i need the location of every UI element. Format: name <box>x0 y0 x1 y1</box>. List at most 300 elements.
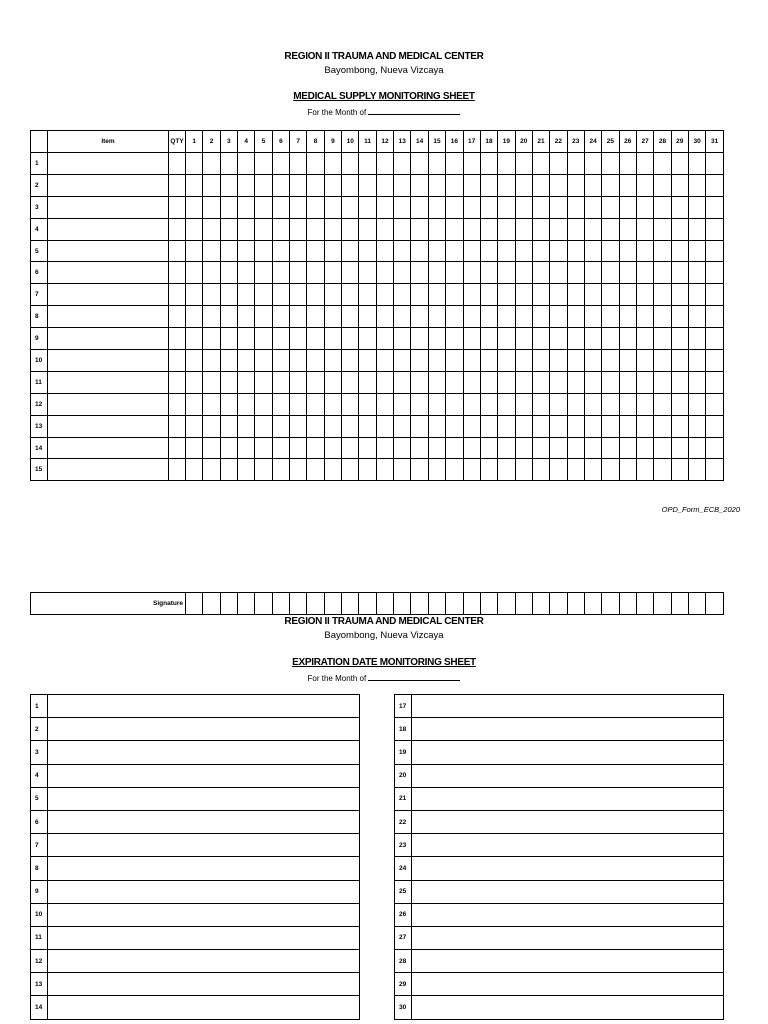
day-cell[interactable] <box>342 328 359 350</box>
day-cell[interactable] <box>532 240 549 262</box>
signature-cell[interactable] <box>324 593 341 615</box>
day-cell[interactable] <box>688 153 705 175</box>
day-cell[interactable] <box>636 174 653 196</box>
day-cell[interactable] <box>238 393 255 415</box>
day-cell[interactable] <box>203 306 220 328</box>
day-cell[interactable] <box>550 284 567 306</box>
day-cell[interactable] <box>186 393 203 415</box>
day-cell[interactable] <box>584 218 601 240</box>
signature-cell[interactable] <box>376 593 393 615</box>
day-cell[interactable] <box>359 328 376 350</box>
day-cell[interactable] <box>428 393 445 415</box>
day-cell[interactable] <box>550 415 567 437</box>
day-cell[interactable] <box>324 415 341 437</box>
day-cell[interactable] <box>654 437 671 459</box>
day-cell[interactable] <box>359 306 376 328</box>
day-cell[interactable] <box>428 153 445 175</box>
day-cell[interactable] <box>324 153 341 175</box>
day-cell[interactable] <box>671 437 688 459</box>
day-cell[interactable] <box>220 240 237 262</box>
day-cell[interactable] <box>324 262 341 284</box>
day-cell[interactable] <box>394 371 411 393</box>
day-cell[interactable] <box>272 437 289 459</box>
day-cell[interactable] <box>238 437 255 459</box>
day-cell[interactable] <box>602 262 619 284</box>
day-cell[interactable] <box>567 240 584 262</box>
day-cell[interactable] <box>272 240 289 262</box>
day-cell[interactable] <box>238 328 255 350</box>
day-cell[interactable] <box>220 174 237 196</box>
expiration-entry-cell[interactable] <box>412 787 724 810</box>
day-cell[interactable] <box>342 371 359 393</box>
day-cell[interactable] <box>359 437 376 459</box>
day-cell[interactable] <box>290 240 307 262</box>
day-cell[interactable] <box>584 306 601 328</box>
day-cell[interactable] <box>203 437 220 459</box>
day-cell[interactable] <box>307 240 324 262</box>
day-cell[interactable] <box>376 437 393 459</box>
day-cell[interactable] <box>550 240 567 262</box>
signature-cell[interactable] <box>394 593 411 615</box>
day-cell[interactable] <box>636 262 653 284</box>
day-cell[interactable] <box>688 284 705 306</box>
day-cell[interactable] <box>255 350 272 372</box>
day-cell[interactable] <box>186 371 203 393</box>
day-cell[interactable] <box>394 306 411 328</box>
day-cell[interactable] <box>584 371 601 393</box>
day-cell[interactable] <box>342 415 359 437</box>
day-cell[interactable] <box>220 262 237 284</box>
day-cell[interactable] <box>446 371 463 393</box>
day-cell[interactable] <box>688 174 705 196</box>
expiration-entry-cell[interactable] <box>48 857 360 880</box>
item-cell[interactable] <box>48 218 169 240</box>
day-cell[interactable] <box>550 306 567 328</box>
day-cell[interactable] <box>498 240 515 262</box>
expiration-entry-cell[interactable] <box>48 950 360 973</box>
qty-cell[interactable] <box>169 218 186 240</box>
qty-cell[interactable] <box>169 415 186 437</box>
day-cell[interactable] <box>480 350 497 372</box>
day-cell[interactable] <box>394 174 411 196</box>
day-cell[interactable] <box>307 196 324 218</box>
day-cell[interactable] <box>480 196 497 218</box>
day-cell[interactable] <box>532 371 549 393</box>
expiration-entry-cell[interactable] <box>412 857 724 880</box>
day-cell[interactable] <box>359 174 376 196</box>
day-cell[interactable] <box>671 196 688 218</box>
day-cell[interactable] <box>532 393 549 415</box>
day-cell[interactable] <box>428 218 445 240</box>
day-cell[interactable] <box>428 371 445 393</box>
day-cell[interactable] <box>671 153 688 175</box>
item-cell[interactable] <box>48 196 169 218</box>
item-cell[interactable] <box>48 174 169 196</box>
day-cell[interactable] <box>290 174 307 196</box>
day-cell[interactable] <box>602 415 619 437</box>
day-cell[interactable] <box>186 284 203 306</box>
day-cell[interactable] <box>359 415 376 437</box>
day-cell[interactable] <box>220 328 237 350</box>
day-cell[interactable] <box>411 196 428 218</box>
day-cell[interactable] <box>376 393 393 415</box>
day-cell[interactable] <box>342 393 359 415</box>
day-cell[interactable] <box>272 393 289 415</box>
day-cell[interactable] <box>688 218 705 240</box>
qty-cell[interactable] <box>169 153 186 175</box>
day-cell[interactable] <box>290 284 307 306</box>
day-cell[interactable] <box>515 153 532 175</box>
day-cell[interactable] <box>342 218 359 240</box>
day-cell[interactable] <box>290 262 307 284</box>
day-cell[interactable] <box>359 218 376 240</box>
day-cell[interactable] <box>411 459 428 481</box>
day-cell[interactable] <box>290 196 307 218</box>
day-cell[interactable] <box>706 174 724 196</box>
day-cell[interactable] <box>446 284 463 306</box>
day-cell[interactable] <box>307 328 324 350</box>
day-cell[interactable] <box>376 218 393 240</box>
day-cell[interactable] <box>584 262 601 284</box>
day-cell[interactable] <box>532 218 549 240</box>
signature-cell[interactable] <box>654 593 671 615</box>
day-cell[interactable] <box>584 437 601 459</box>
day-cell[interactable] <box>394 437 411 459</box>
day-cell[interactable] <box>446 196 463 218</box>
day-cell[interactable] <box>411 437 428 459</box>
day-cell[interactable] <box>255 262 272 284</box>
day-cell[interactable] <box>602 153 619 175</box>
day-cell[interactable] <box>428 262 445 284</box>
expiration-entry-cell[interactable] <box>412 880 724 903</box>
day-cell[interactable] <box>463 262 480 284</box>
day-cell[interactable] <box>446 218 463 240</box>
day-cell[interactable] <box>359 262 376 284</box>
qty-cell[interactable] <box>169 240 186 262</box>
signature-cell[interactable] <box>428 593 445 615</box>
day-cell[interactable] <box>602 459 619 481</box>
day-cell[interactable] <box>567 262 584 284</box>
day-cell[interactable] <box>515 174 532 196</box>
expiration-entry-cell[interactable] <box>412 996 724 1019</box>
day-cell[interactable] <box>428 459 445 481</box>
day-cell[interactable] <box>584 459 601 481</box>
day-cell[interactable] <box>411 393 428 415</box>
day-cell[interactable] <box>654 174 671 196</box>
day-cell[interactable] <box>654 459 671 481</box>
day-cell[interactable] <box>446 459 463 481</box>
day-cell[interactable] <box>394 240 411 262</box>
signature-cell[interactable] <box>203 593 220 615</box>
day-cell[interactable] <box>428 240 445 262</box>
day-cell[interactable] <box>394 196 411 218</box>
qty-cell[interactable] <box>169 262 186 284</box>
day-cell[interactable] <box>706 218 724 240</box>
day-cell[interactable] <box>220 415 237 437</box>
day-cell[interactable] <box>654 218 671 240</box>
day-cell[interactable] <box>498 415 515 437</box>
qty-cell[interactable] <box>169 371 186 393</box>
day-cell[interactable] <box>238 174 255 196</box>
day-cell[interactable] <box>636 284 653 306</box>
day-cell[interactable] <box>619 393 636 415</box>
signature-cell[interactable] <box>532 593 549 615</box>
day-cell[interactable] <box>636 196 653 218</box>
day-cell[interactable] <box>411 306 428 328</box>
expiration-entry-cell[interactable] <box>412 718 724 741</box>
day-cell[interactable] <box>654 393 671 415</box>
day-cell[interactable] <box>428 196 445 218</box>
day-cell[interactable] <box>671 240 688 262</box>
day-cell[interactable] <box>376 262 393 284</box>
day-cell[interactable] <box>290 306 307 328</box>
day-cell[interactable] <box>307 174 324 196</box>
day-cell[interactable] <box>376 371 393 393</box>
day-cell[interactable] <box>480 262 497 284</box>
day-cell[interactable] <box>532 306 549 328</box>
day-cell[interactable] <box>567 350 584 372</box>
day-cell[interactable] <box>203 262 220 284</box>
day-cell[interactable] <box>446 393 463 415</box>
day-cell[interactable] <box>255 459 272 481</box>
day-cell[interactable] <box>688 328 705 350</box>
day-cell[interactable] <box>376 196 393 218</box>
expiration-entry-cell[interactable] <box>48 903 360 926</box>
day-cell[interactable] <box>255 415 272 437</box>
day-cell[interactable] <box>272 262 289 284</box>
day-cell[interactable] <box>515 415 532 437</box>
day-cell[interactable] <box>376 328 393 350</box>
day-cell[interactable] <box>671 371 688 393</box>
day-cell[interactable] <box>567 371 584 393</box>
day-cell[interactable] <box>463 371 480 393</box>
day-cell[interactable] <box>307 371 324 393</box>
day-cell[interactable] <box>602 218 619 240</box>
day-cell[interactable] <box>532 328 549 350</box>
day-cell[interactable] <box>359 459 376 481</box>
day-cell[interactable] <box>515 328 532 350</box>
day-cell[interactable] <box>324 174 341 196</box>
day-cell[interactable] <box>463 350 480 372</box>
day-cell[interactable] <box>428 284 445 306</box>
signature-cell[interactable] <box>498 593 515 615</box>
day-cell[interactable] <box>567 328 584 350</box>
day-cell[interactable] <box>272 328 289 350</box>
day-cell[interactable] <box>238 153 255 175</box>
day-cell[interactable] <box>428 350 445 372</box>
day-cell[interactable] <box>602 240 619 262</box>
expiration-entry-cell[interactable] <box>48 996 360 1019</box>
day-cell[interactable] <box>584 174 601 196</box>
day-cell[interactable] <box>532 174 549 196</box>
day-cell[interactable] <box>550 174 567 196</box>
day-cell[interactable] <box>550 153 567 175</box>
expiration-entry-cell[interactable] <box>48 926 360 949</box>
day-cell[interactable] <box>307 284 324 306</box>
day-cell[interactable] <box>324 284 341 306</box>
day-cell[interactable] <box>584 350 601 372</box>
expiration-entry-cell[interactable] <box>412 973 724 996</box>
day-cell[interactable] <box>567 393 584 415</box>
day-cell[interactable] <box>480 218 497 240</box>
day-cell[interactable] <box>463 240 480 262</box>
day-cell[interactable] <box>602 174 619 196</box>
day-cell[interactable] <box>671 174 688 196</box>
expiration-entry-cell[interactable] <box>412 903 724 926</box>
day-cell[interactable] <box>203 174 220 196</box>
expiration-entry-cell[interactable] <box>412 950 724 973</box>
day-cell[interactable] <box>654 415 671 437</box>
day-cell[interactable] <box>411 153 428 175</box>
day-cell[interactable] <box>324 371 341 393</box>
signature-cell[interactable] <box>463 593 480 615</box>
item-cell[interactable] <box>48 284 169 306</box>
day-cell[interactable] <box>324 437 341 459</box>
day-cell[interactable] <box>411 415 428 437</box>
day-cell[interactable] <box>532 350 549 372</box>
day-cell[interactable] <box>515 196 532 218</box>
day-cell[interactable] <box>550 218 567 240</box>
day-cell[interactable] <box>532 284 549 306</box>
day-cell[interactable] <box>238 306 255 328</box>
day-cell[interactable] <box>220 218 237 240</box>
day-cell[interactable] <box>671 415 688 437</box>
day-cell[interactable] <box>706 437 724 459</box>
day-cell[interactable] <box>706 196 724 218</box>
day-cell[interactable] <box>272 350 289 372</box>
day-cell[interactable] <box>567 437 584 459</box>
day-cell[interactable] <box>480 306 497 328</box>
day-cell[interactable] <box>307 218 324 240</box>
day-cell[interactable] <box>394 328 411 350</box>
signature-cell[interactable] <box>550 593 567 615</box>
day-cell[interactable] <box>324 328 341 350</box>
day-cell[interactable] <box>446 262 463 284</box>
day-cell[interactable] <box>636 218 653 240</box>
day-cell[interactable] <box>567 459 584 481</box>
day-cell[interactable] <box>688 415 705 437</box>
expiration-entry-cell[interactable] <box>48 764 360 787</box>
day-cell[interactable] <box>567 284 584 306</box>
day-cell[interactable] <box>619 196 636 218</box>
day-cell[interactable] <box>186 306 203 328</box>
item-cell[interactable] <box>48 459 169 481</box>
day-cell[interactable] <box>411 371 428 393</box>
day-cell[interactable] <box>290 393 307 415</box>
day-cell[interactable] <box>654 306 671 328</box>
day-cell[interactable] <box>671 393 688 415</box>
day-cell[interactable] <box>671 284 688 306</box>
day-cell[interactable] <box>636 437 653 459</box>
day-cell[interactable] <box>255 240 272 262</box>
signature-cell[interactable] <box>619 593 636 615</box>
day-cell[interactable] <box>203 218 220 240</box>
day-cell[interactable] <box>186 262 203 284</box>
day-cell[interactable] <box>238 218 255 240</box>
day-cell[interactable] <box>376 306 393 328</box>
expiration-entry-cell[interactable] <box>48 880 360 903</box>
day-cell[interactable] <box>463 218 480 240</box>
day-cell[interactable] <box>272 306 289 328</box>
day-cell[interactable] <box>480 415 497 437</box>
day-cell[interactable] <box>272 415 289 437</box>
day-cell[interactable] <box>463 393 480 415</box>
day-cell[interactable] <box>324 350 341 372</box>
day-cell[interactable] <box>688 306 705 328</box>
day-cell[interactable] <box>550 437 567 459</box>
day-cell[interactable] <box>376 415 393 437</box>
day-cell[interactable] <box>203 153 220 175</box>
day-cell[interactable] <box>654 284 671 306</box>
day-cell[interactable] <box>636 371 653 393</box>
day-cell[interactable] <box>498 371 515 393</box>
day-cell[interactable] <box>359 393 376 415</box>
day-cell[interactable] <box>463 284 480 306</box>
item-cell[interactable] <box>48 393 169 415</box>
day-cell[interactable] <box>220 459 237 481</box>
day-cell[interactable] <box>498 153 515 175</box>
day-cell[interactable] <box>602 371 619 393</box>
signature-cell[interactable] <box>255 593 272 615</box>
day-cell[interactable] <box>584 328 601 350</box>
day-cell[interactable] <box>550 393 567 415</box>
day-cell[interactable] <box>220 284 237 306</box>
day-cell[interactable] <box>186 196 203 218</box>
day-cell[interactable] <box>342 284 359 306</box>
day-cell[interactable] <box>498 350 515 372</box>
day-cell[interactable] <box>602 306 619 328</box>
qty-cell[interactable] <box>169 306 186 328</box>
day-cell[interactable] <box>498 437 515 459</box>
day-cell[interactable] <box>688 437 705 459</box>
day-cell[interactable] <box>376 459 393 481</box>
day-cell[interactable] <box>359 196 376 218</box>
day-cell[interactable] <box>671 350 688 372</box>
day-cell[interactable] <box>498 306 515 328</box>
day-cell[interactable] <box>376 174 393 196</box>
day-cell[interactable] <box>238 415 255 437</box>
day-cell[interactable] <box>255 284 272 306</box>
day-cell[interactable] <box>602 284 619 306</box>
day-cell[interactable] <box>290 437 307 459</box>
day-cell[interactable] <box>342 153 359 175</box>
day-cell[interactable] <box>394 415 411 437</box>
day-cell[interactable] <box>619 262 636 284</box>
day-cell[interactable] <box>515 393 532 415</box>
day-cell[interactable] <box>619 218 636 240</box>
day-cell[interactable] <box>446 153 463 175</box>
day-cell[interactable] <box>255 371 272 393</box>
day-cell[interactable] <box>411 350 428 372</box>
day-cell[interactable] <box>238 371 255 393</box>
day-cell[interactable] <box>619 350 636 372</box>
day-cell[interactable] <box>706 350 724 372</box>
day-cell[interactable] <box>602 196 619 218</box>
signature-cell[interactable] <box>411 593 428 615</box>
day-cell[interactable] <box>255 174 272 196</box>
day-cell[interactable] <box>307 262 324 284</box>
item-cell[interactable] <box>48 328 169 350</box>
signature-cell[interactable] <box>220 593 237 615</box>
day-cell[interactable] <box>550 196 567 218</box>
day-cell[interactable] <box>463 196 480 218</box>
day-cell[interactable] <box>342 459 359 481</box>
day-cell[interactable] <box>272 196 289 218</box>
signature-cell[interactable] <box>238 593 255 615</box>
day-cell[interactable] <box>255 328 272 350</box>
item-cell[interactable] <box>48 153 169 175</box>
day-cell[interactable] <box>463 459 480 481</box>
